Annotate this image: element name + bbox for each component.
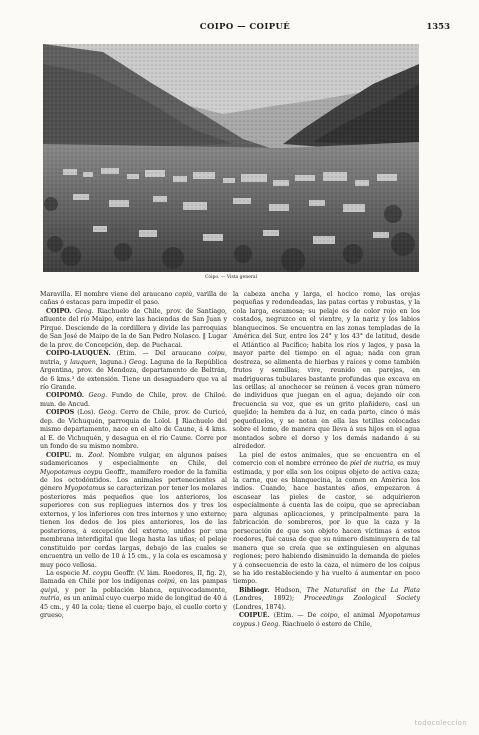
text-run: , es un animal cuyo cuerpo mide de longitud de 40 á 45 cm., y 40 la cola; tiene el cuerpo bajo, el cuello corto y grueso, (40, 595, 227, 620)
text-run: Laguna de la República Argentina, prov. de Mendoza, departamento de Beltrán, de 6 kms.² de extensión. Tiene un desaguadero que va al río Grande. (40, 358, 227, 391)
text-run: Proceedings Zoological Society (304, 595, 420, 603)
text-run: Geog. (88, 392, 108, 400)
text-run: Geog. (75, 307, 94, 315)
page-number: 1353 (426, 22, 450, 32)
headword: Bibliogr. (239, 586, 270, 594)
text-run: Cerro de Chile, prov. de Curicó, dep. de Vichuquén, parroquia de Lolol. ‖ Riachuelo del mismo departamento, nace en el alto de Caune, á 4 kms. al E. de Vichuquén, y desagua en el río Caune. Corre por un fondo de su mismo nombre. (40, 409, 227, 451)
text-run: .) (255, 620, 262, 628)
page-header (40, 22, 450, 36)
text-run: Nombre vulgar, en algunos países sudamericanos y especialmente en Chile, del (40, 451, 227, 468)
text-run: lauquen (70, 358, 96, 366)
text-run: Zool. (88, 451, 105, 459)
entry-paragraph (40, 291, 227, 308)
text-run: Geog. (128, 358, 148, 366)
text-run: , varilla de cañas ó estacas para impedir el paso. (40, 291, 228, 307)
entry-paragraph (233, 291, 420, 452)
text-run: , es muy estimada, y por ella son los coipus objeto de activa caza; la carne, que es blanquecina, la comen en América los indios. Cuando, hace bastantes años, empezaron á escasear las pieles de castor, se adquirieron especialmente á cuenta las de coipu, que se apreciaban para algunas aplicaciones, y principalmente para la fabricación de sombreros, por lo que la caza y la persecución de que son objeto hacen víctimas á estos roedores, fué causa de que su número disminuyera de tal manera que se creía que se extinguiesen en algunas regiones; pero habiendo disminuido la demanda de pieles y á consecuencia de esto la caza, el número de los coipus se ha ido restableciendo y ha vuelto á aumentar en poco tiempo. (233, 460, 421, 586)
headword: COIPO. (46, 307, 72, 315)
text-run: Myopotamus (64, 485, 106, 493)
headword: COIPOS (46, 409, 75, 417)
text-run: Myopotamus coypu (40, 468, 103, 476)
text-run: , en las pampas (174, 578, 228, 586)
text-run: M. coypu (82, 569, 112, 577)
headword: COIPO-LAUQUÉN. (46, 350, 111, 358)
text-run: , laguna.) (95, 358, 129, 366)
text-run: (Los). (74, 409, 99, 417)
text-run: Hudson, (269, 586, 307, 594)
text-run: Fundo de Chile, prov. de Chiloé. mun. de Ancud. (40, 392, 227, 408)
text-run: coipú (157, 578, 175, 586)
text-column-left (40, 291, 227, 621)
text-run: (Londres, 1892); (233, 595, 305, 603)
text-run: (Etim. — De (269, 612, 321, 620)
entry-paragraph (40, 452, 227, 570)
text-run: se caracterizan por tener los molares posteriores más pequeños que los anteriores, los superiores con sus repliegues internos dos y tres los externos, y los inferiores con tres internos y uno externo; tienen los dedos de los pies anteriores, los de las posteriores, á excepción del externo, unidos por una membrana interdigital que llega hasta las uñas; el pelaje constituido por cerdas largas, debajo de las cuales se encuentra un vello de 10 á 15 cm., y la cola es escamosa y muy poco vellosa. (40, 485, 227, 569)
text-run: coipu (207, 350, 225, 358)
text-run: la cabeza ancha y larga, el hocico romo, las orejas pequeñas y redondeadas, las patas cortas y robustas, y la cola larga, escamosa; su pelaje es de color rojo en los costados, negruzco en el vientre, y la nariz y los labios blanquecinos. Se encuentra en las zonas templadas de la América del Sur, entre los 24° y los 43° de latitud, desde el Atlántico al Pacífico; habita los ríos y lagos, y pasa la mayor parte del tiempo en el agua; nada con gran destreza, se alimenta de hierbas y raíces y come también frutos y semillas; vive, reunido en parejas, en madrigueras tubulares bastante profundas que excava en las orillas; al anochecer se reúnen á veces gran número de individuos que juegan en el agua, dejando oír con frecuencia su voz, que es un grito plañidero, casi un quejido; la hembra da á luz, en cada parto, cinco ó más pequeñuelos, y se notan en ella las tetillas colocadas sobre el lomo, de manera que lleva á sus hijos en el agua montados sobre el dorso y los demás nadando á su alrededor. (233, 291, 420, 451)
running-title: COIPO — COIPUÉ (199, 22, 291, 32)
entry-paragraph (40, 350, 227, 392)
figure-caption: Coipo. — Vista general (204, 275, 258, 280)
text-run: Riachuelo de Chile, prov. de Santiago, afluente del río Maipo, entre las haciendas de San Juan y Pirque. Desciende de la cordillera y divide las parroquias de San José de Maipo de la de San Pedro Nolasco. ‖ Lugar de la prov. de Concepción, dep. de Puchacai. (40, 307, 227, 349)
watermark: todocoleccion (414, 719, 467, 727)
text-run: coipo (320, 612, 338, 620)
text-run: (Londres, 1874). (233, 603, 286, 611)
text-column-right (233, 291, 420, 629)
text-run: , nutria, y (40, 350, 227, 366)
text-run: m. (71, 451, 89, 459)
text-run: Riachuelo ó estero de Chile, (280, 620, 373, 628)
text-run: (Etim. — Del araucano (110, 350, 208, 358)
text-run: La especie (46, 569, 83, 577)
entry-paragraph (233, 587, 420, 612)
entry-paragraph (40, 392, 227, 409)
text-run: Geog. (261, 620, 281, 628)
text-run: Maravilla. El nombre viene del araucano (40, 291, 175, 298)
entry-paragraph (40, 409, 227, 451)
headword: COIPUÉ. (239, 612, 270, 620)
text-run: La piel de estos animales, que se encuentra en el comercio con el nombre erróneo de (233, 451, 420, 468)
text-run: Geog. (98, 409, 118, 417)
text-run: piel de nutria (349, 460, 394, 468)
text-run: nutria (40, 595, 60, 603)
text-run: Geoffr. (V. lám. Roedores, II, fig. 2), llamada en Chile por los indígenas (40, 569, 227, 586)
text-run: The Naturalist on the La Plata (306, 586, 420, 594)
text-run: copiù (174, 291, 193, 298)
text-run: Geoffr., mamífero roedor de la familia de los octodóntidos. Los animales pertenecientes al género (40, 468, 227, 493)
photo-general-view (43, 44, 419, 272)
entry-paragraph (40, 308, 227, 350)
text-run: quiyá (40, 586, 58, 594)
entry-paragraph (233, 452, 420, 587)
text-run: Myopotamus coypus (233, 612, 420, 628)
headword: COIPU. (46, 451, 72, 459)
entry-paragraph (233, 612, 420, 629)
text-run: , el animal (337, 612, 379, 620)
text-run: , y por la población blanca, equivocadamente, (57, 586, 227, 594)
entry-paragraph (40, 570, 227, 621)
headword: COIPOMÓ. (46, 392, 84, 400)
